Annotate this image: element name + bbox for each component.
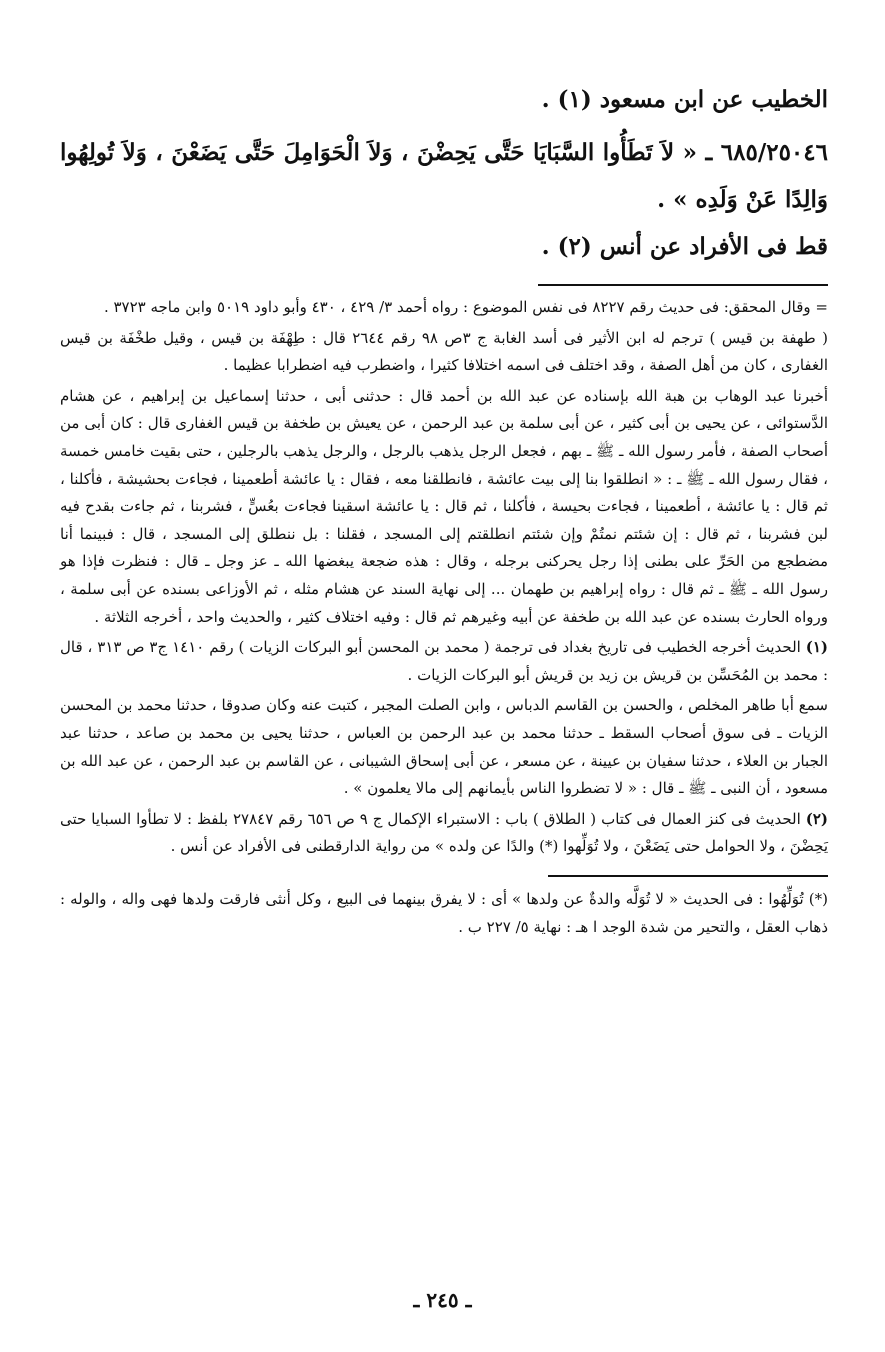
star-note-mark: (*) <box>808 889 828 908</box>
main-text <box>60 76 828 270</box>
footnotes <box>60 294 828 861</box>
footnote-tahfa: ( طهفة بن قيس ) ترجم له ابن الأثير فى أسد الغابة ج ٣ص ٩٨ رقم ٢٦٤٤ قال : طِهْفَة بن قيس ، وقيل طخْفَة بن قيس الغفارى ، كان من أهل الصفة ، وقد اختلف فى اسمه اختلافا كثيرا ، واضطرب فيه اضطرابا عظيما . <box>60 328 829 375</box>
main-line-source: الخطيب عن ابن مسعود (١) . <box>541 86 828 113</box>
footnote-separator <box>538 284 828 286</box>
page-number: ـ ٢٤٥ ـ <box>413 1288 472 1312</box>
star-note-separator <box>548 875 828 877</box>
footnote-continuation: = وقال المحقق: فى حديث رقم ٨٢٢٧ فى نفس الموضوع : رواه أحمد ٣/ ٤٢٩ ، ٤٣٠ وأبو داود ٥٠١٩ وابن ماجه ٣٧٢٣ . <box>103 298 828 316</box>
star-note-text: تُوَلِّهُوا : فى الحديث « لا تُوَلَّه والدةٌ عن ولدها » أى : لا يفرق بينهما فى البيع ، وكل أنثى فارقت ولدها فهى واله ، والوله : ذهاب العقل ، والتحير من شدة الوجد ا هـ : نهاية ٥/ ٢٢٧ ب . <box>60 889 828 936</box>
star-note <box>60 885 828 941</box>
footnote-1-cont: سمع أبا طاهر المخلص ، والحسن بن القاسم الدباس ، وابن الصلت المجبر ، كتبت عنه وكان صدوقا ، حدثنا محمد بن المحسن الزيات ـ فى سوق أصحاب السقط ـ حدثنا محمد بن عبد الرحمن بن العباس ، حدثنا يحيى بن محمد بن صاعد ، حدثنا عبد الجبار بن العلاء ، حدثنا سفيان بن عيينة ، عن مسعر ، عن أبى إسحاق الشيبانى ، عن القاسم بن عبد الرحمن ، عن عبد الله بن مسعود ، أن النبى ـ ﷺ ـ قال : « لا تضطروا الناس بأيمانهم إلى مالا يعلمون » . <box>60 696 828 798</box>
footnote-2-text: الحديث فى كنز العمال فى كتاب ( الطلاق ) باب : الاستبراء الإكمال ج ٩ ص ٦٥٦ رقم ٢٧٨٤٧ بلفظ : لا تطأوا السبايا حتى يَحِضْنَ ، ولا الحوامل حتى يَضَعْنَ ، ولا تُوَلِّهوا (*) والدًا عن ولده » من رواية الدارقطنى فى الأفراد عن أنس . <box>60 809 828 856</box>
page <box>60 76 828 941</box>
footnote-1-number: (١) <box>805 638 828 657</box>
main-hadith: ٦٨٥/٢٥٠٤٦ ـ « لاَ تَطَأُوا السَّبَايَا حَتَّى يَحِضْنَ ، وَلاَ الْحَوَامِلَ حَتَّى يَضَعْنَ ، وَلاَ تُولِهُوا وَالِدًا عَنْ وَلَدِه » . <box>60 139 828 213</box>
footnote-2-number: (٢) <box>805 809 829 828</box>
footnote-isnad: أخبرنا عبد الوهاب بن هبة الله بإسناده عن عبد الله بن أحمد قال : حدثنى أبى ، حدثنا إسماعيل بن إبراهيم ، عن هشام الدَّستوائى ، عن يحيى بن أبى كثير ، عن أبى سلمة بن عبد الرحمن ، عن يعيش بن طخفة بن قيس الغفارى قال : كان أبى من أصحاب الصفة ، فأمر رسول الله ـ ﷺ ـ بهم ، فجعل الرجل يذهب بالرجل ، والرجل يذهب بالرجلين ، حتى بقيت خامس خمسة ، فقال رسول الله ـ ﷺ ـ : « انطلقوا بنا إلى بيت عائشة ، فانطلقنا معه ، فقال : يا عائشة أطعمينا ، فجاءت بحشيشة ، فأكلنا ، ثم قال : يا عائشة ، أطعمينا ، فجاءت بحيسة ، فأكلنا ، ثم قال : يا عائشة اسقينا فجاءت بعُسٍّ ، فشربنا ، ثم جاءت بقدح فيه لبن فشربنا ، ثم قال : إن شئتم نمتُمْ وإن شئتم انطلقتم إلى المسجد ، فقلنا : بل ننطلق إلى المسجد ، قال : فبينما أنا مضطجع من الحَرِّ على بطنى إذا رجل يحركنى برجله ، وقال : هذه ضجعة يبغضها الله ـ عز وجل ـ قال : فنظرت فإذا هو رسول الله ـ ﷺ ـ ثم قال : رواه إبراهيم بن طهمان ... إلى نهاية السند عن هشام مثله ، ثم الأوزاعى بسنده عن أبى سلمة ، ورواه الحارث بسنده عن عبد الله بن طخفة عن أبيه وغيرهم ثم قال : وفيه اختلاف كثير ، والحديث واحد ، أخرجه الثلاثة . <box>60 386 828 626</box>
footnote-2 <box>60 806 828 861</box>
footnote-1 <box>60 634 828 689</box>
main-line-attribution: قط فى الأفراد عن أنس (٢) . <box>541 233 828 260</box>
footnote-1-text: الحديث أخرجه الخطيب فى تاريخ بغداد فى ترجمة ( محمد بن المحسن أبو البركات الزيات ) رقم ١٤١٠ ج٣ ص ٣١٣ ، قال : محمد بن المُحَسِّن بن قريش بن زيد بن قريش أبو البركات الزيات . <box>60 638 828 684</box>
